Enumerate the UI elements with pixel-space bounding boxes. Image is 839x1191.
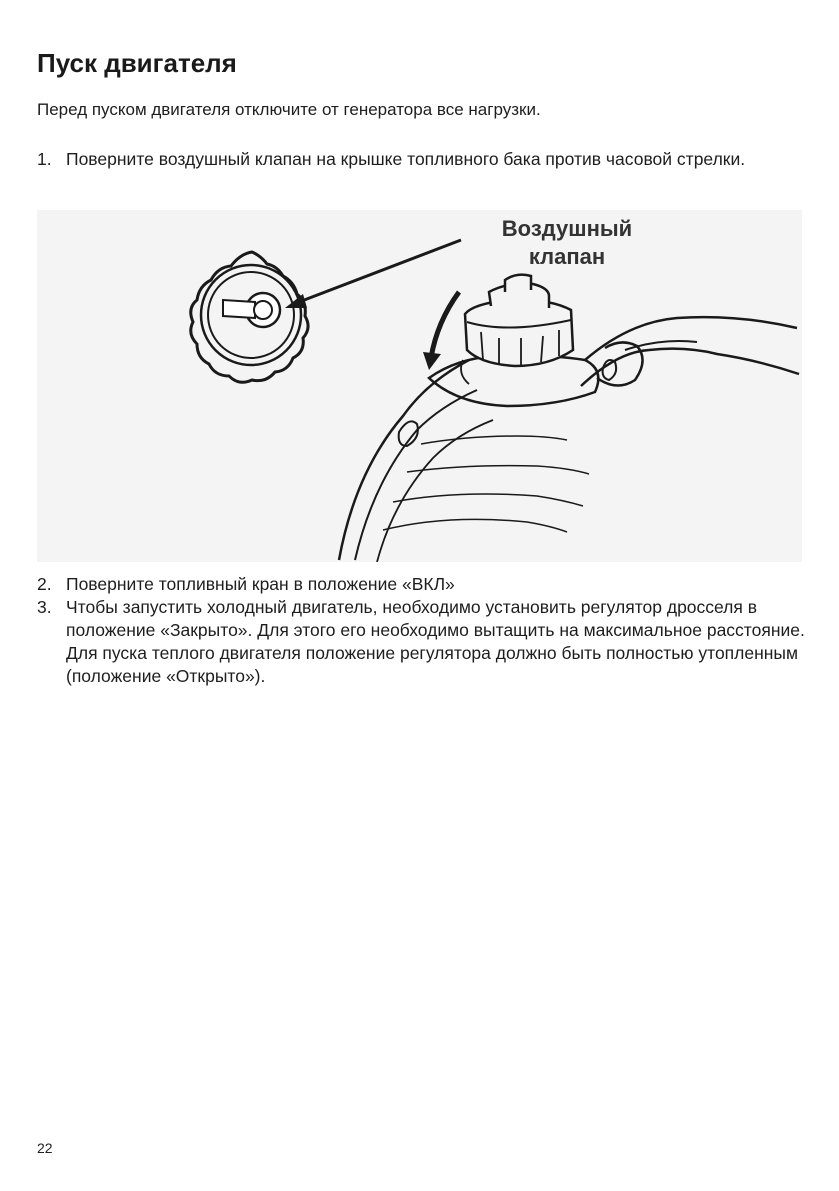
valve-lever [223, 300, 255, 318]
list-item [37, 148, 817, 171]
air-valve-label-line2: клапан [528, 244, 606, 269]
fuel-tank-cap-drawing [37, 210, 802, 562]
step-text: Поверните воздушный клапан на крышке топливного бака против часовой стрелки. [66, 149, 746, 169]
page-title: Пуск двигателя [37, 48, 237, 78]
carry-handle [585, 317, 797, 360]
steps-list-top [37, 148, 817, 171]
list-item [37, 596, 817, 688]
cap-front-view [191, 252, 308, 382]
intro-text: Перед пуском двигателя отключите от генератора все нагрузки. [37, 100, 541, 119]
tank-top-outline [339, 360, 469, 560]
tank-and-cap-side-view [339, 275, 799, 562]
step-number: 3. [37, 597, 52, 617]
page-number: 22 [37, 1140, 53, 1156]
cap-nub [505, 275, 531, 292]
step-text: Поверните топливный кран в положение «ВКЛ» [66, 574, 455, 594]
step-text: Чтобы запустить холодный двигатель, необходимо установить регулятор дросселя в положение «Закрыто». Для этого его необходимо вытащить на максимальное расстояние. Для пуска теплого двигателя положение регулятора должно быть полностью утопленным (положение «Открыто»). [66, 597, 805, 686]
list-item [37, 573, 817, 596]
pointer-arrow [285, 240, 461, 308]
steps-list-bottom [37, 573, 817, 688]
air-valve-illustration [37, 210, 802, 562]
air-valve-label [477, 215, 657, 271]
step-number: 2. [37, 574, 52, 594]
step-number: 1. [37, 149, 52, 169]
rotation-arrow-icon [423, 292, 459, 370]
air-valve-label-line1: Воздушный [501, 216, 633, 241]
